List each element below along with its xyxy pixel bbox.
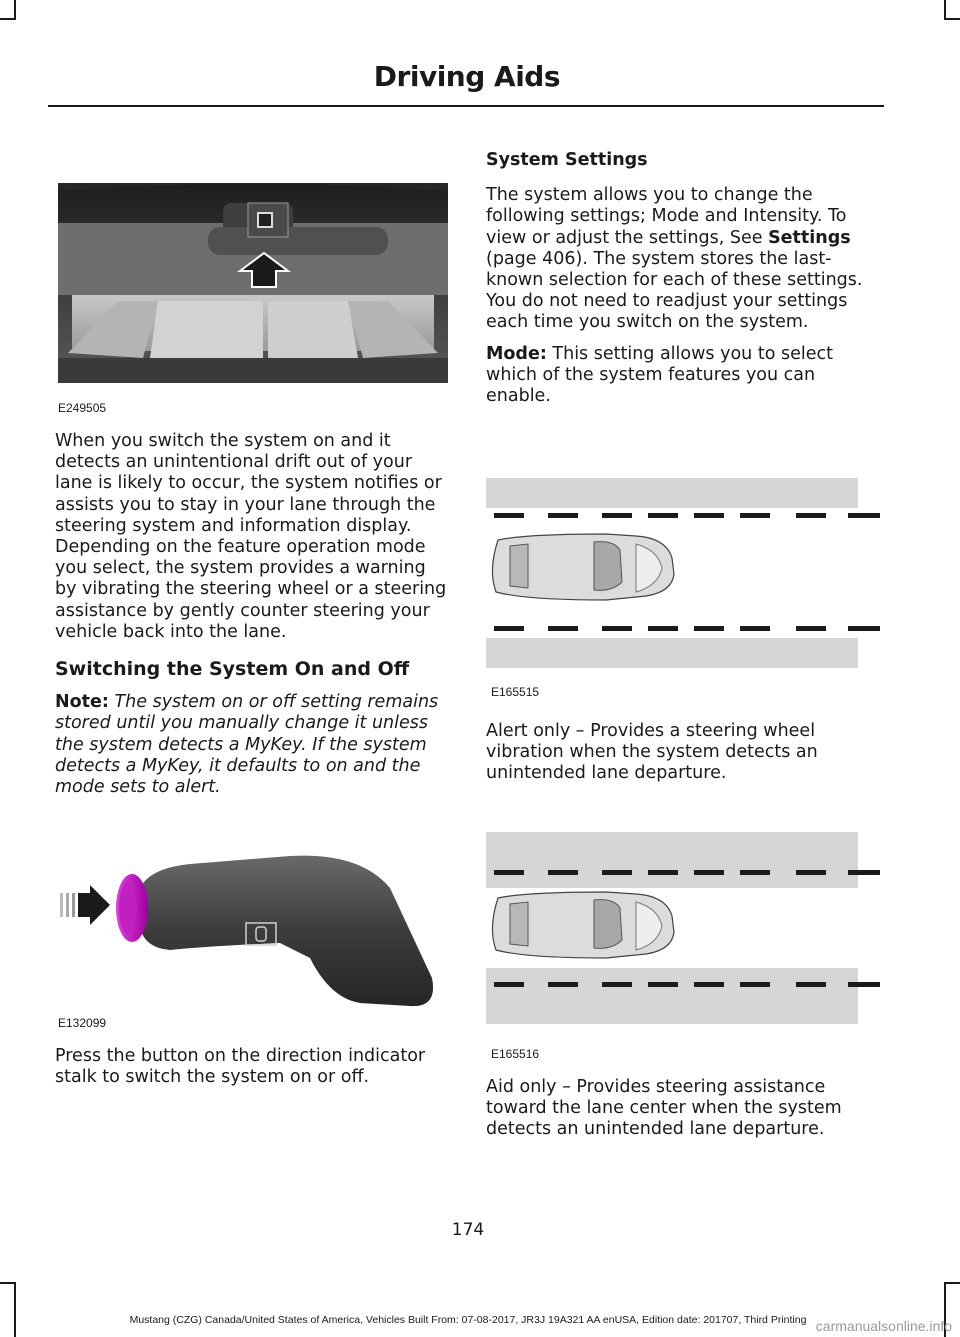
crop-mark xyxy=(14,0,16,20)
note-label: Note: xyxy=(55,692,109,713)
car-top-view xyxy=(492,534,674,600)
figure-code: E249505 xyxy=(58,401,107,415)
mode-label: Mode: xyxy=(486,343,547,364)
alert-mode-paragraph: Alert only – Provides a steering wheel vibration when the system detects an unintended lane departure. xyxy=(486,721,818,784)
crop-mark xyxy=(944,1282,960,1284)
crop-mark xyxy=(944,0,946,20)
footer-text: Mustang (CZG) Canada/United States of America, Vehicles Built From: 07-08-2017, JR3J 19A321 AA enUSA, Edition date: 201707, Third Printing xyxy=(129,1314,807,1326)
aid-mode-figure xyxy=(486,832,880,1024)
stalk-button-figure xyxy=(60,838,450,1018)
crop-mark xyxy=(14,1282,16,1337)
settings-link[interactable]: Settings xyxy=(768,227,851,248)
settings-text: The system allows you to change the following settings; Mode and Intensity. To view or adjust the settings, See xyxy=(486,185,847,248)
mode-paragraph xyxy=(486,344,878,408)
crop-mark xyxy=(0,1282,16,1284)
figure-code: E165516 xyxy=(491,1047,540,1061)
settings-text-continued: (page 406). The system stores the last-known selection for each of these settings. You do not need to readjust your settings each time you switch on the system. xyxy=(486,248,863,333)
car-top-view xyxy=(492,892,674,958)
right-column xyxy=(486,150,878,417)
aid-mode-paragraph: Aid only – Provides steering assistance toward the lane center when the system detects an unintended lane departure. xyxy=(486,1077,842,1140)
alert-mode-figure xyxy=(486,478,880,670)
header-divider xyxy=(48,105,884,107)
figure-code: E132099 xyxy=(58,1016,107,1030)
page-number: 174 xyxy=(451,1220,485,1240)
instruction-paragraph: Press the button on the direction indicator stalk to switch the system on or off. xyxy=(55,1046,426,1088)
figure-code: E165515 xyxy=(491,685,540,699)
mode-text: This setting allows you to select which of the system features you can enable. xyxy=(486,343,833,407)
camera-location-figure xyxy=(58,183,448,383)
section-subheading: System Settings xyxy=(486,150,648,170)
crop-mark xyxy=(0,18,16,20)
watermark: carmanualsonline.info xyxy=(815,1318,952,1334)
crop-mark xyxy=(944,18,960,20)
left-column-bottom xyxy=(55,1046,447,1098)
settings-paragraph xyxy=(486,185,878,333)
aid-description xyxy=(486,1077,878,1151)
section-heading: Switching the System On and Off xyxy=(55,658,410,681)
alert-description xyxy=(486,721,878,795)
description-paragraph: When you switch the system on and it detects an unintentional drift out of your lane is likely to occur, the system notifies or assists you to stay in your lane through the steering system and information display. Depending on the feature operation mode you select, the system provides a warning by vibrating the steering wheel or a steering assistance by gently counter steering your vehicle back into the lane. xyxy=(55,431,447,642)
note-text: The system on or off setting remains stored until you manually change it unless the system detects a MyKey. If the system detects a MyKey, it defaults to on and the mode sets to alert. xyxy=(55,692,439,798)
page-title: Driving Aids xyxy=(373,60,560,93)
left-column xyxy=(55,431,447,808)
note-paragraph xyxy=(55,692,447,798)
